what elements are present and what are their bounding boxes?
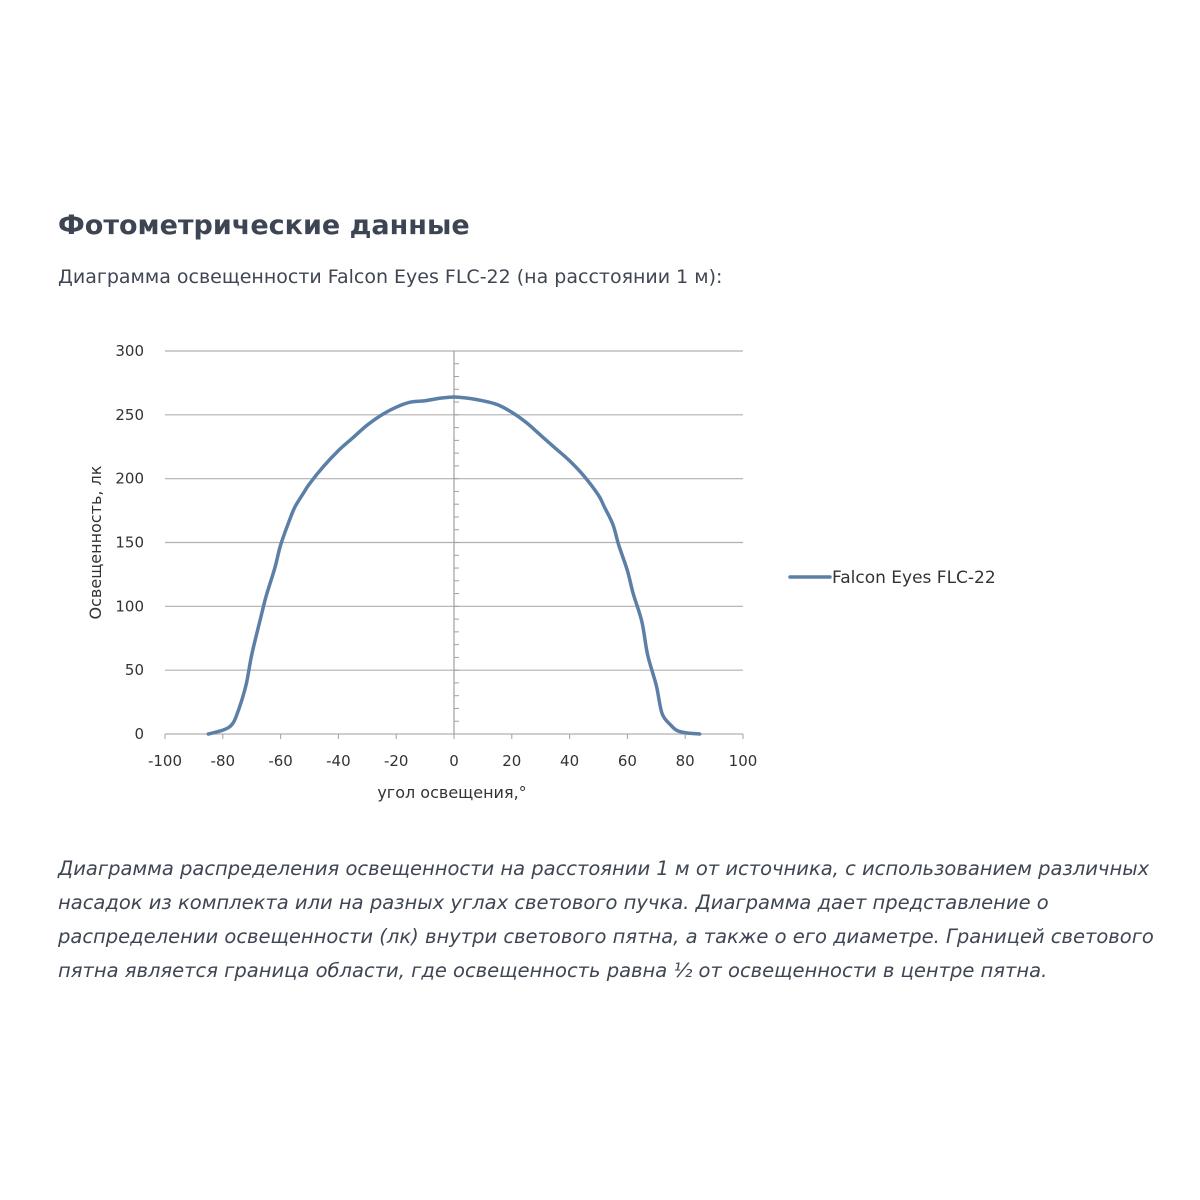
- y-tick-label-200: 200: [115, 469, 144, 488]
- x-tick-label-60: 60: [617, 752, 637, 770]
- chart-description: Диаграмма освещенности Falcon Eyes FLC-22 (на расстоянии 1 м):: [58, 266, 723, 288]
- legend: [790, 568, 996, 588]
- chart-caption: Диаграмма распределения освещенности на расстоянии 1 м от источника, с использованием различных насадок из комплекта или на разных углах светового пучка. Диаграмма дает представление о распределении освещенности (лк) внутри светового пятна, а также о его диаметре. Границей светового пятна является граница области, где освещенность равна ½ от освещенности в центре пятна.: [58, 857, 1154, 982]
- y-tick-label-150: 150: [115, 533, 144, 552]
- y-tick-label-300: 300: [115, 342, 144, 360]
- x-tick-label--20: -20: [383, 752, 409, 770]
- y-axis-title: Освещенность, лк: [86, 465, 105, 620]
- legend-label: Falcon Eyes FLC-22: [832, 568, 996, 588]
- x-tick-label-100: 100: [728, 752, 758, 770]
- x-tick-label--80: -80: [210, 752, 236, 770]
- illuminance-chart: [0, 320, 1200, 840]
- x-tick-labels: [148, 752, 757, 770]
- x-tick-label--100: -100: [147, 752, 183, 770]
- section-title: Фотометрические данные: [58, 210, 470, 241]
- x-tick-label-80: 80: [675, 752, 695, 770]
- y-tick-label-50: 50: [124, 661, 144, 680]
- x-tick-label-20: 20: [502, 752, 522, 770]
- y-tick-labels: [115, 342, 144, 743]
- x-tick-label-40: 40: [560, 752, 580, 770]
- x-tick-label--40: -40: [326, 752, 351, 770]
- x-tick-label--60: -60: [268, 752, 293, 770]
- y-tick-label-100: 100: [115, 597, 144, 616]
- x-tick-label-0: 0: [449, 752, 459, 770]
- chart-svg: [0, 320, 1200, 840]
- y-tick-label-0: 0: [134, 725, 144, 743]
- x-axis-title: угол освещения,°: [377, 783, 527, 802]
- y-tick-label-250: 250: [115, 405, 144, 424]
